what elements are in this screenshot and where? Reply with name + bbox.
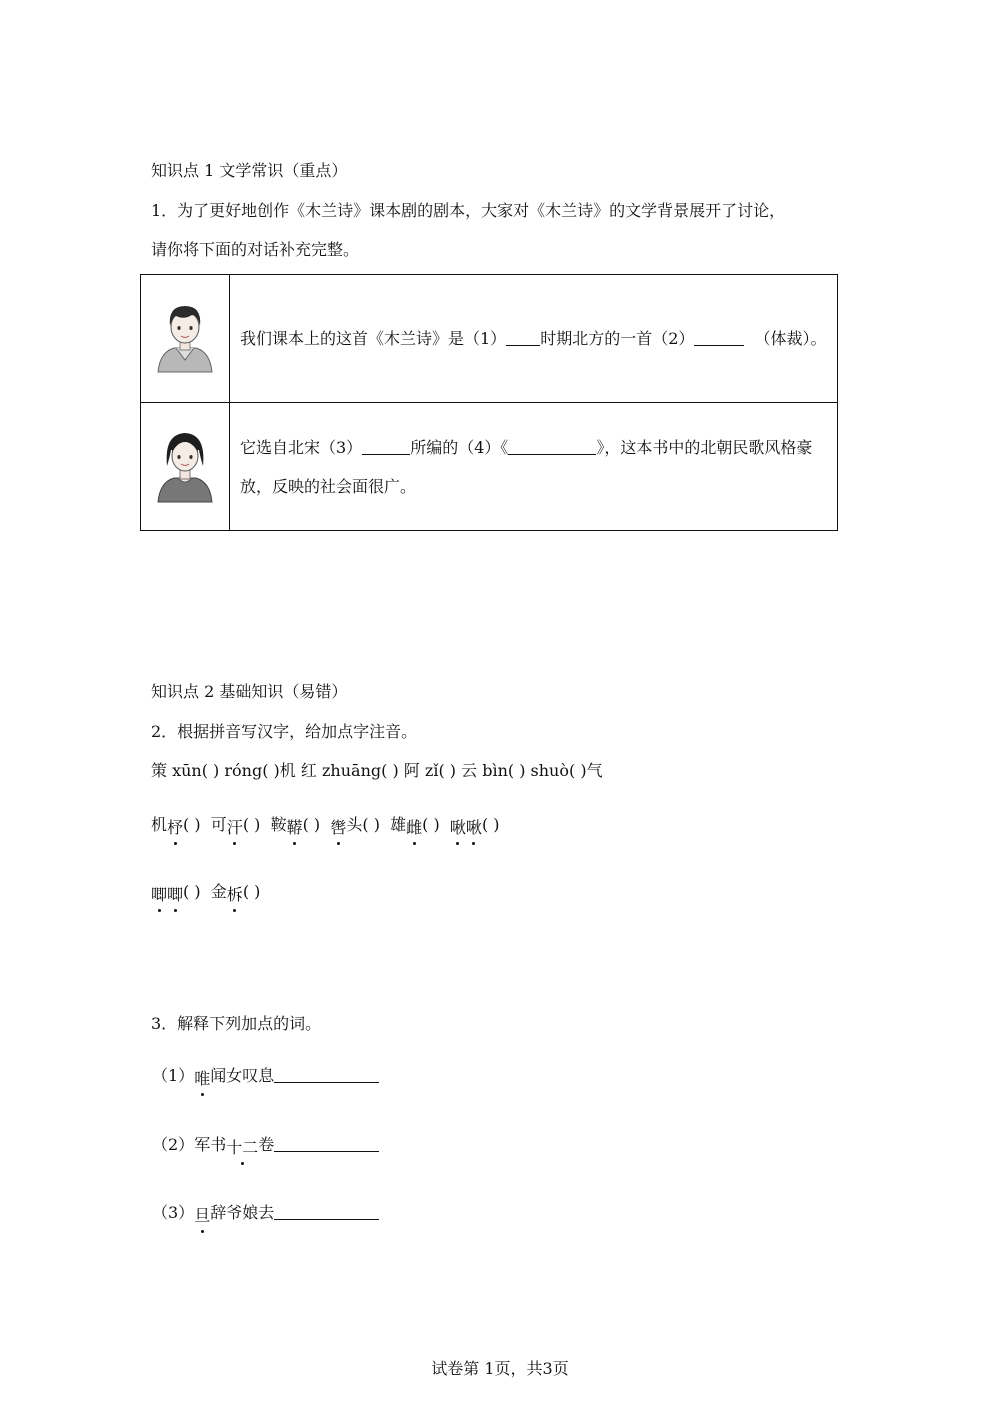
girl-avatar-cell <box>141 403 230 531</box>
answer-blank-2[interactable] <box>274 1135 379 1152</box>
blank-2[interactable] <box>694 329 744 346</box>
dotted-row-2: 机杼( ) 可汗( ) 鞍鞯( ) 辔头( ) 雄雌( ) 啾啾( ) <box>151 813 500 837</box>
blank-1[interactable] <box>506 329 540 346</box>
blank-3[interactable] <box>362 438 410 455</box>
dialog-row-boy <box>141 275 838 403</box>
question2-prompt: 2．根据拼音写汉字，给加点字注音。 <box>151 722 418 741</box>
explain-item-1: （1）唯闻女叹息 <box>152 1064 379 1088</box>
answer-blank-1[interactable] <box>274 1066 379 1083</box>
dialog-row-girl <box>141 403 838 531</box>
boy-avatar-icon <box>154 300 216 374</box>
girl-dialog-text: 它选自北宋（3） 所编的（4）《 》，这本书中的北朝民歌风格豪放，反映的社会面很广。 <box>230 403 838 531</box>
answer-blank-3[interactable] <box>274 1203 379 1220</box>
explain-item-2: （2）军书十二卷 <box>152 1133 379 1157</box>
question1-line2: 请你将下面的对话补充完整。 <box>151 240 360 259</box>
page-footer: 试卷第 1页，共3页 <box>431 1359 569 1378</box>
pinyin-row-1: 策 xūn( ) róng( )机 红 zhuāng( ) 阿 zǐ( ) 云 bìn( ) shuò( )气 <box>151 761 603 780</box>
dotted-row-3: 唧唧( ) 金柝( ) <box>151 880 260 904</box>
explain-item-3: （3）旦辞爷娘去 <box>152 1201 379 1225</box>
boy-dialog-text: 我们课本上的这首《木兰诗》是（1） 时期北方的一首（2） （体裁）。 <box>230 275 838 403</box>
question1-line1: 1．为了更好地创作《木兰诗》课本剧的剧本，大家对《木兰诗》的文学背景展开了讨论， <box>151 201 786 220</box>
boy-avatar-cell <box>141 275 230 403</box>
girl-avatar-icon <box>154 426 216 504</box>
question3-prompt: 3．解释下列加点的词。 <box>151 1014 322 1033</box>
dialog-table <box>140 274 838 531</box>
section2-title: 知识点 2 基础知识（易错） <box>151 682 348 701</box>
blank-4[interactable] <box>508 438 596 455</box>
section1-title: 知识点 1 文学常识（重点） <box>151 161 348 180</box>
